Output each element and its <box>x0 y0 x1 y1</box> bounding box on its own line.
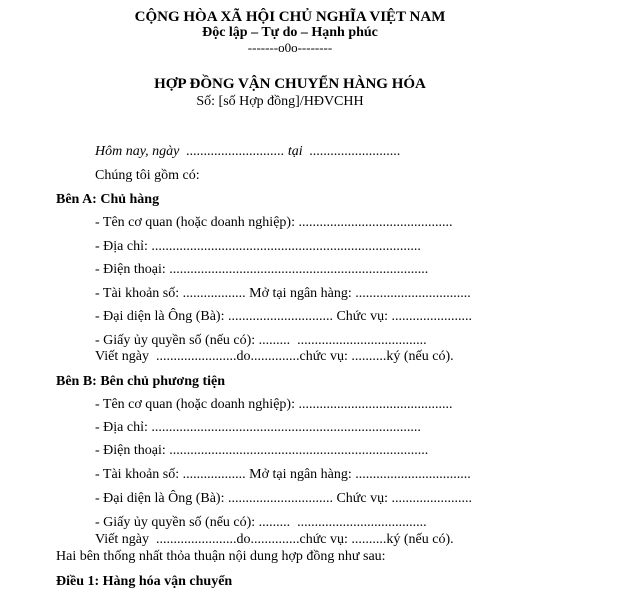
party-b-authorization-line: - Giấy ủy quyền số (nếu có): ......... ..................................... <box>95 515 427 530</box>
header-separator: -------o0o-------- <box>247 40 333 55</box>
article-1-heading: Điều 1: Hàng hóa vận chuyển <box>56 574 233 589</box>
party-b-signed-line: Viết ngày .......................do..............chức vụ: ..........ký (nếu có). <box>95 532 454 547</box>
party-a-account-line: - Tài khoản số: .................. Mở tại ngân hàng: ................................. <box>95 286 471 301</box>
party-b-heading: Bên B: Bên chủ phương tiện <box>56 374 226 389</box>
party-a-signed-line: Viết ngày .......................do..............chức vụ: ..........ký (nếu có). <box>95 349 454 364</box>
contract-number: Số: [số Hợp đồng]/HĐVCHH <box>196 94 364 109</box>
party-a-company-line: - Tên cơ quan (hoặc doanh nghiệp): ............................................ <box>95 215 453 230</box>
party-a-authorization-line: - Giấy ủy quyền số (nếu có): ......... ..................................... <box>95 333 427 348</box>
party-a-address-line: - Địa chỉ: ............................................................................. <box>95 239 421 254</box>
document-title: HỢP ĐỒNG VẬN CHUYỂN HÀNG HÓA <box>154 76 426 92</box>
party-a-representative-line: - Đại diện là Ông (Bà): .............................. Chức vụ: ....................... <box>95 309 472 324</box>
national-motto: Độc lập – Tự do – Hạnh phúc <box>202 25 378 40</box>
party-b-representative-line: - Đại diện là Ông (Bà): .............................. Chức vụ: ....................... <box>95 491 472 506</box>
party-b-company-line: - Tên cơ quan (hoặc doanh nghiệp): ............................................ <box>95 397 453 412</box>
parties-intro: Chúng tôi gồm có: <box>95 168 200 183</box>
party-b-address-line: - Địa chỉ: ............................................................................. <box>95 420 421 435</box>
country-name: CỘNG HÒA XÃ HỘI CHỦ NGHĨA VIỆT NAM <box>134 9 446 25</box>
party-b-phone-line: - Điện thoại: .......................................................................... <box>95 443 429 458</box>
party-a-phone-line: - Điện thoại: .......................................................................... <box>95 262 429 277</box>
party-b-account-line: - Tài khoản số: .................. Mở tại ngân hàng: ................................. <box>95 467 471 482</box>
date-place-line: Hôm nay, ngày ............................ tại .......................... <box>95 144 401 159</box>
agreement-statement: Hai bên thống nhất thỏa thuận nội dung hợp đồng như sau: <box>56 549 386 564</box>
party-a-heading: Bên A: Chủ hàng <box>56 192 160 207</box>
